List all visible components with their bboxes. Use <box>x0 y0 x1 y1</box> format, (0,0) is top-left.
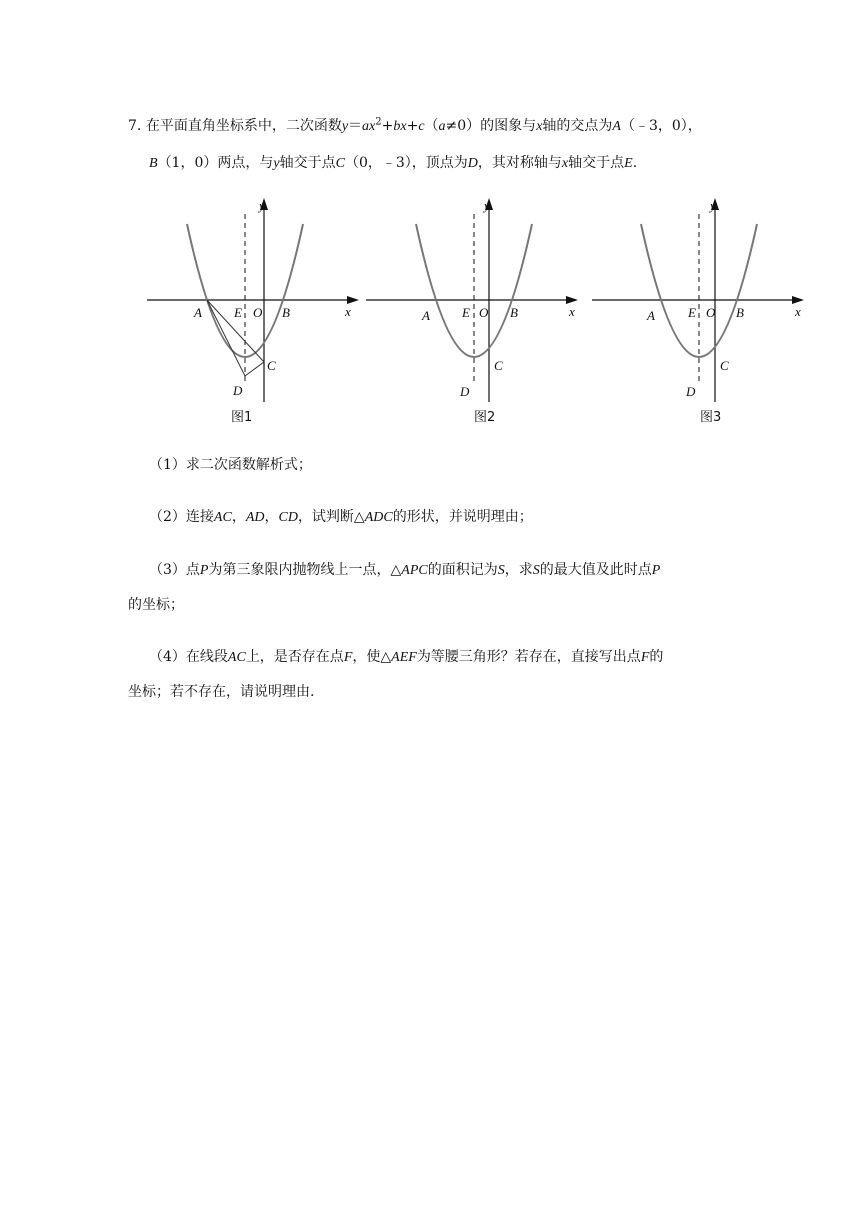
figure-1-graph <box>145 190 365 430</box>
label-y: y <box>484 198 490 213</box>
label-x: x <box>345 304 351 319</box>
figure-3-caption: 图3 <box>700 410 722 425</box>
label-A: A <box>194 305 202 320</box>
sub-questions <box>128 448 740 727</box>
label-y: y <box>710 198 716 213</box>
label-O: O <box>479 305 489 320</box>
label-C: C <box>494 358 503 373</box>
segment-CD <box>245 362 264 376</box>
figures-row <box>140 190 820 435</box>
label-A: A <box>647 308 655 323</box>
label-E: E <box>234 305 242 320</box>
label-x: x <box>569 304 575 319</box>
label-A: A <box>422 308 430 323</box>
label-D: D <box>686 384 696 399</box>
figure-3 <box>590 190 810 430</box>
question-3: （3）点P为第三象限内抛物线上一点，△APC的面积记为S，求S的最大值及此时点P 的坐标； <box>128 562 661 613</box>
label-E: E <box>462 305 470 320</box>
question-4: （4）在线段AC上，是否存在点F，使△AEF为等腰三角形？若存在，直接写出点F的 坐标；若不存在，请说明理由. <box>128 649 664 700</box>
figure-2-graph <box>364 190 584 430</box>
label-x: x <box>795 304 801 319</box>
question-1: （1）求二次函数解析式； <box>149 457 312 473</box>
label-D: D <box>233 383 243 398</box>
problem-line-2: B（1，0）两点，与y轴交于点C（0，﹣3），顶点为D，其对称轴与x轴交于点E. <box>149 155 638 171</box>
x-axis-arrow <box>347 296 359 304</box>
question-2: （2）连接AC，AD，CD，试判断△ADC的形状，并说明理由； <box>149 509 533 525</box>
x-axis-arrow <box>566 296 578 304</box>
label-C: C <box>720 358 729 373</box>
label-O: O <box>706 305 716 320</box>
problem-statement <box>128 108 740 182</box>
figure-2 <box>364 190 584 430</box>
label-E: E <box>688 305 696 320</box>
label-B: B <box>510 305 518 320</box>
label-C: C <box>267 358 276 373</box>
x-axis-arrow <box>792 296 804 304</box>
figure-1-caption: 图1 <box>231 410 253 425</box>
label-O: O <box>253 305 263 320</box>
problem-line-1: 7. 在平面直角坐标系中，二次函数$y=ax^2+bx+c(a\ne 0)$的图象与x轴的交点为A（﹣3，0）， <box>128 116 702 134</box>
figure-1 <box>145 190 365 430</box>
label-D: D <box>460 384 470 399</box>
label-B: B <box>736 305 744 320</box>
label-y: y <box>259 198 265 213</box>
problem-number: 7 <box>128 118 137 134</box>
figure-3-graph <box>590 190 810 430</box>
label-B: B <box>282 305 290 320</box>
figure-2-caption: 图2 <box>474 410 496 425</box>
